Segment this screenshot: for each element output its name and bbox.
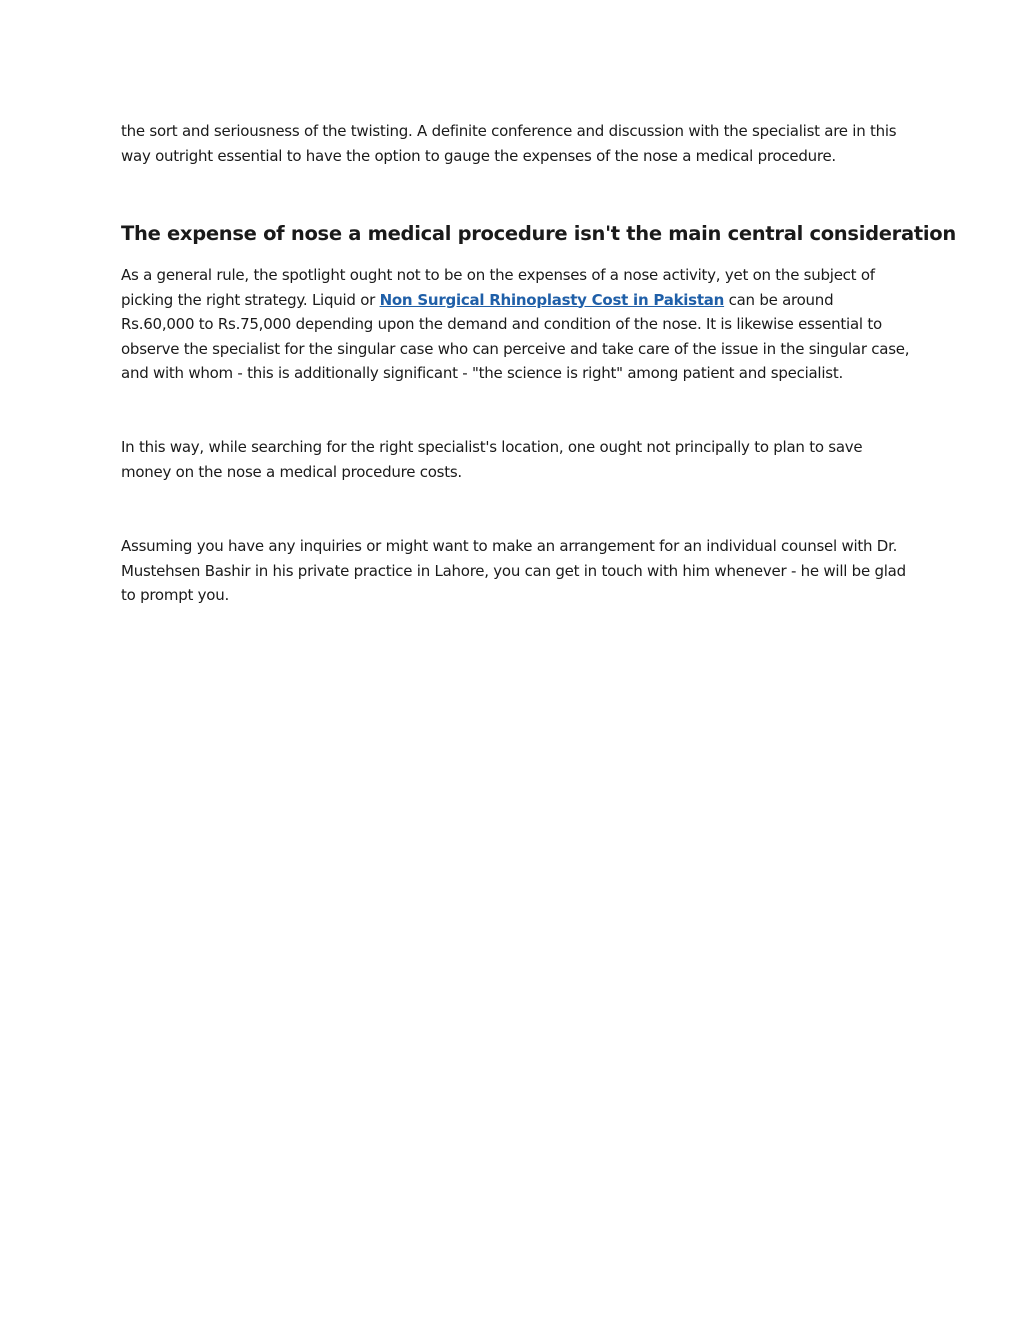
- paragraph-contact: Assuming you have any inquiries or might want to make an arrangement for an individual counsel with Dr. Mustehsen Bashir in his private practice in Lahore, you can get in touch with him whenever - he will be glad to prompt you.: [121, 537, 906, 604]
- section-heading: The expense of nose a medical procedure isn't the main central consideration: [121, 222, 956, 245]
- paragraph-cost: [121, 263, 911, 386]
- paragraph-location: In this way, while searching for the right specialist's location, one ought not principally to plan to save money on the nose a medical procedure costs.: [121, 438, 863, 481]
- paragraph-cost-text-after: can be around Rs.60,000 to Rs.75,000 depending upon the demand and condition of the nose. It is likewise essential to observe the specialist for the singular case who can perceive and take care of the issue in the singular case, and with whom - this is additionally significant - "the science is right" among patient and specialist.: [121, 290, 910, 382]
- document-page: [121, 119, 956, 604]
- rhinoplasty-cost-link[interactable]: Non Surgical Rhinoplasty Cost in Pakistan: [379, 290, 725, 309]
- paragraph-cost-text-before: As a general rule, the spotlight ought not to be on the expenses of a nose activity, yet on the subject of picking the right strategy. Liquid or: [121, 266, 875, 309]
- paragraph-intro: the sort and seriousness of the twisting. A definite conference and discussion with the specialist are in this way outright essential to have the option to gauge the expenses of the nose a medical procedure.: [121, 122, 897, 165]
